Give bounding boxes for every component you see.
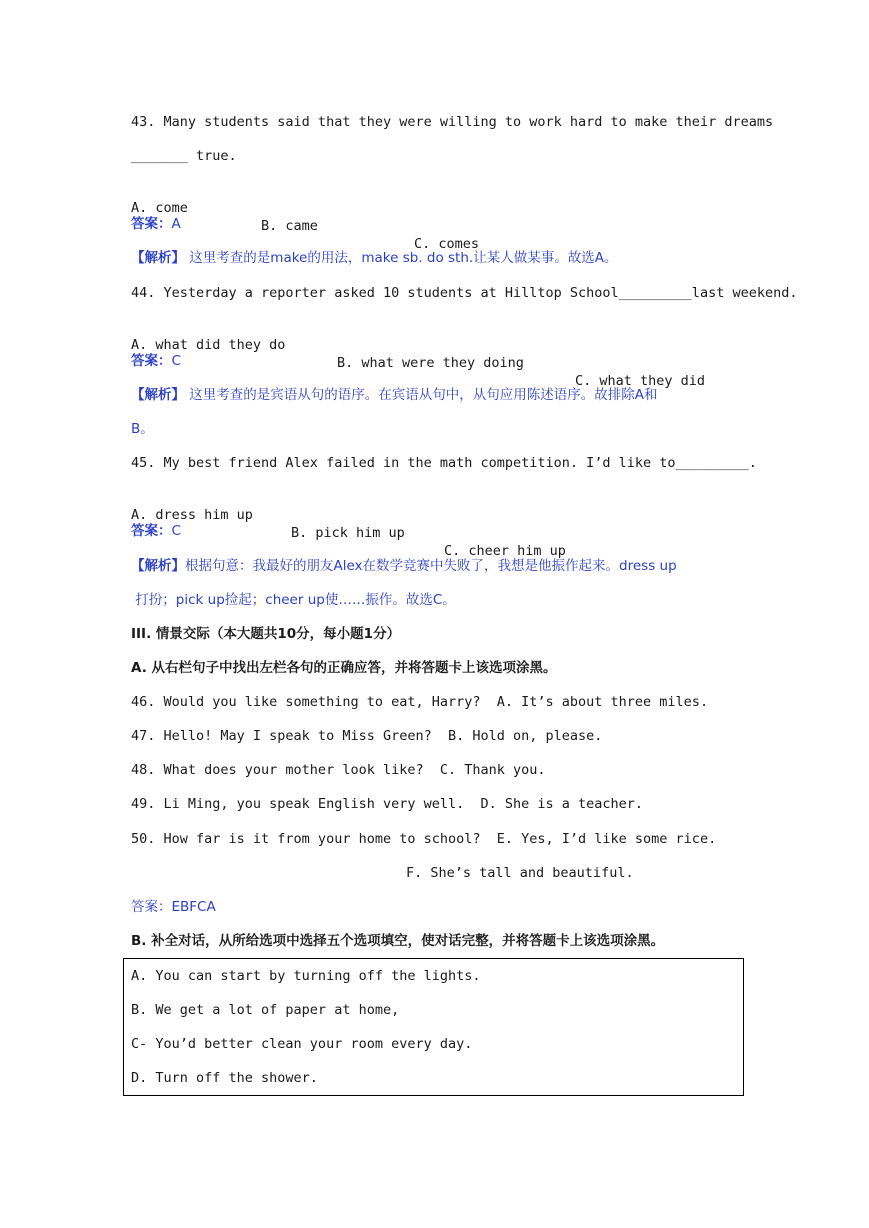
- dialog-line-49: 49. Li Ming, you speak English very well. D. She is a teacher.: [131, 796, 644, 812]
- analysis-text: 根据句意：我最好的朋友Alex在数学竞赛中失败了，我想是他振作起来。dress up: [185, 558, 677, 574]
- q44-line1: 44. Yesterday a reporter asked 10 students at Hilltop School_________last weekend.: [131, 285, 798, 301]
- analysis-label: 【解析】: [131, 250, 185, 266]
- part-a-answer: 答案：EBFCA: [131, 899, 216, 915]
- box-option-a: A. You can start by turning off the lights.: [131, 968, 481, 984]
- q44-answer: [131, 352, 181, 370]
- box-option-c: C- You’d better clean your room every day.: [131, 1036, 473, 1052]
- answer-value: C: [171, 523, 181, 539]
- q43-option-c: C. comes: [414, 236, 480, 252]
- part-a-title: A. 从右栏句子中找出左栏各句的正确应答，并将答题卡上该选项涂黑。: [131, 660, 557, 676]
- answer-label: 答案：: [131, 353, 172, 369]
- box-option-d: D. Turn off the shower.: [131, 1070, 318, 1086]
- q43-analysis: [131, 249, 617, 267]
- answer-label: 答案：: [131, 216, 172, 232]
- dialog-line-50: 50. How far is it from your home to school? E. Yes, I’d like some rice.: [131, 831, 717, 847]
- q45-option-b: B. pick him up: [291, 525, 405, 541]
- q45-option-c: C. cheer him up: [444, 543, 566, 559]
- q45-line1: 45. My best friend Alex failed in the math competition. I’d like to_________.: [131, 455, 757, 471]
- q43-option-a: A. come: [131, 200, 188, 216]
- q43-answer: [131, 215, 181, 233]
- section-title: III. 情景交际（本大题共10分，每小题1分）: [131, 626, 401, 642]
- q45-analysis: [131, 557, 677, 575]
- analysis-label: 【解析】: [131, 558, 185, 574]
- q44-analysis-cont: B。: [131, 421, 154, 437]
- analysis-text: 这里考查的是make的用法，make sb. do sth.让某人做某事。故选A。: [189, 250, 618, 266]
- extra-option-f: F. She’s tall and beautiful.: [406, 865, 634, 881]
- answer-value: A: [171, 216, 181, 232]
- q45-answer: [131, 522, 181, 540]
- q43-option-b: B. came: [261, 218, 318, 234]
- dialog-line-47: 47. Hello! May I speak to Miss Green? B. Hold on, please.: [131, 728, 603, 744]
- q43-line1: 43. Many students said that they were willing to work hard to make their dreams: [131, 114, 774, 130]
- q44-analysis: [131, 386, 658, 404]
- analysis-text: 这里考查的是宾语从句的语序。在宾语从句中，从句应用陈述语序。故排除A和: [189, 387, 658, 403]
- answer-value: C: [171, 353, 181, 369]
- q44-option-b: B. what were they doing: [337, 355, 524, 371]
- box-option-b: B. We get a lot of paper at home,: [131, 1002, 400, 1018]
- q44-option-c: C. what they did: [575, 373, 706, 389]
- dialog-line-48: 48. What does your mother look like? C. Thank you.: [131, 762, 546, 778]
- part-b-title: B. 补全对话，从所给选项中选择五个选项填空，使对话完整，并将答题卡上该选项涂黑。: [131, 933, 665, 949]
- answer-label: 答案：: [131, 523, 172, 539]
- analysis-label: 【解析】: [131, 387, 185, 403]
- q44-option-a: A. what did they do: [131, 337, 286, 353]
- q43-line2: _______ true.: [131, 148, 237, 164]
- q45-analysis-cont: 打扮；pick up捡起；cheer up使……振作。故选C。: [131, 592, 456, 608]
- q45-option-a: A. dress him up: [131, 507, 253, 523]
- dialog-line-46: 46. Would you like something to eat, Harry? A. It’s about three miles.: [131, 694, 709, 710]
